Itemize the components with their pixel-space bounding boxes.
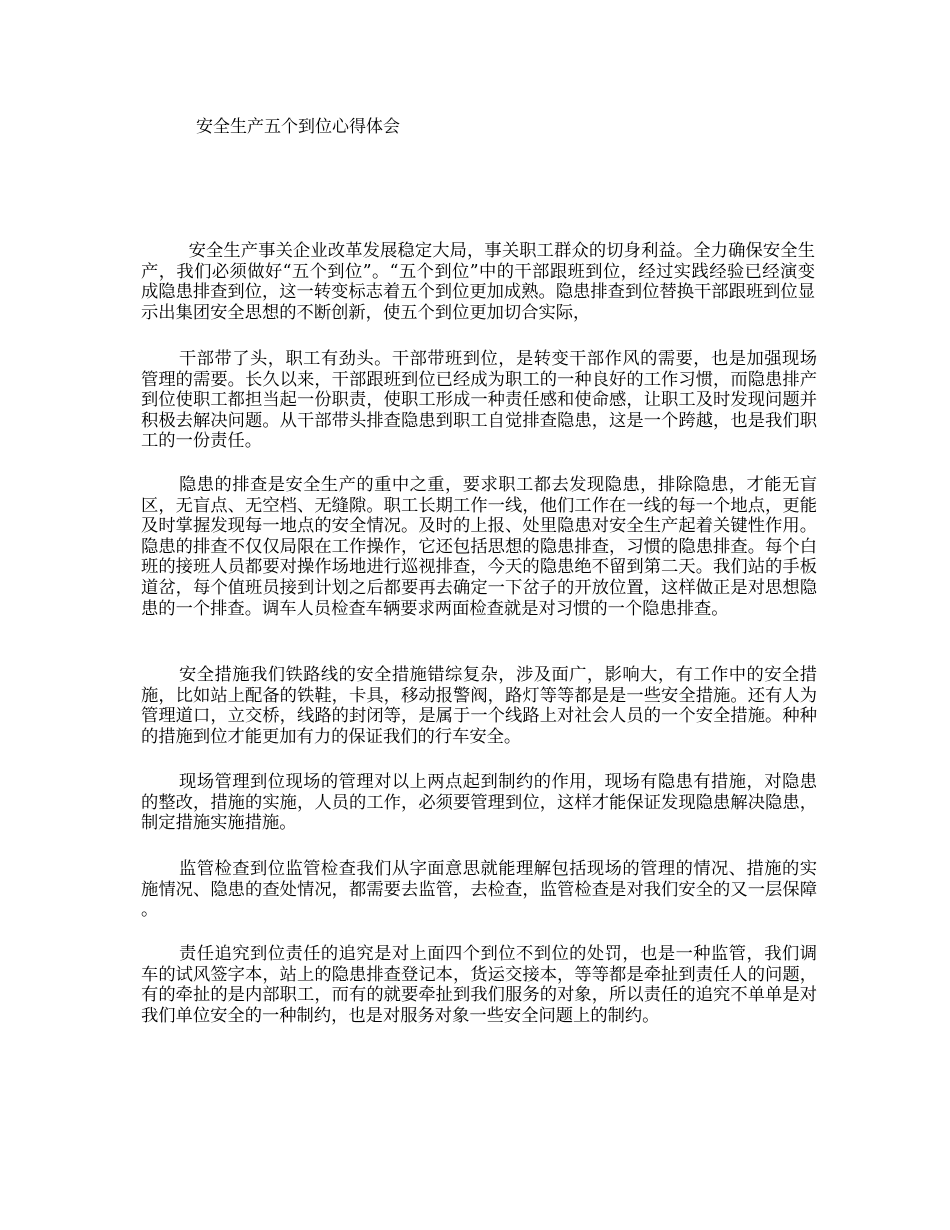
document-title: 安全生产五个到位心得体会 [196, 117, 400, 137]
body-paragraph-cadre-leadership: 干部带了头，职工有劲头。干部带班到位，是转变干部作风的需要，也是加强现场管理的需要。长久以来，干部跟班到位已经成为职工的一种良好的工作习惯，而隐患排产到位使职工都担当起一份职责，使职工形成一种责任感和使命感，让职工及时发现问题并积极去解决问题。从干部带头排查隐患到职工自觉排查隐患，这是一个跨越，也是我们职工的一份责任。 [141, 349, 817, 452]
body-paragraph-intro: 安全生产事关企业改革发展稳定大局，事关职工群众的切身利益。全力确保安全生产，我们必须做好“五个到位”。“五个到位”中的干部跟班到位，经过实践经验已经演变成隐患排查到位，这一转变标志着五个到位更加成熟。隐患排查到位替换干部跟班到位显示出集团安全思想的不断创新，使五个到位更加切合实际， [141, 241, 815, 323]
body-paragraph-accountability: 责任追究到位责任的追究是对上面四个到位不到位的处罚，也是一种监管，我们调车的试风签字本，站上的隐患排查登记本，货运交接本，等等都是牵扯到责任人的问题，有的牵扯的是内部职工，而有的就要牵扯到我们服务的对象，所以责任的追究不单单是对我们单位安全的一种制约，也是对服务对象一些安全问题上的制约。 [141, 944, 817, 1026]
body-paragraph-site-management: 现场管理到位现场的管理对以上两点起到制约的作用，现场有隐患有措施，对隐患的整改，措施的实施，人员的工作，必须要管理到位，这样才能保证发现隐患解决隐患，制定措施实施措施。 [141, 772, 817, 834]
body-paragraph-supervision: 监管检查到位监管检查我们从字面意思就能理解包括现场的管理的情况、措施的实施情况、隐患的查处情况，都需要去监管，去检查，监管检查是对我们安全的又一层保障。 [141, 859, 817, 921]
body-paragraph-safety-measures: 安全措施我们铁路线的安全措施错综复杂，涉及面广，影响大，有工作中的安全措施，比如站上配备的铁鞋，卡具，移动报警阀，路灯等等都是是一些安全措施。还有人为管理道口，立交桥，线路的封闭等，是属于一个线路上对社会人员的一个安全措施。种种的措施到位才能更加有力的保证我们的行车安全。 [141, 665, 817, 747]
body-paragraph-hazard-inspection: 隐患的排查是安全生产的重中之重，要求职工都去发现隐患，排除隐患，才能无盲区，无盲点、无空档、无缝隙。职工长期工作一线，他们工作在一线的每一个地点，更能及时掌握发现每一地点的安全情况。及时的上报、处里隐患对安全生产起着关键性作用。隐患的排查不仅仅局限在工作操作，它还包括思想的隐患排查，习惯的隐患排查。每个白班的接班人员都要对操作场地进行巡视排查，今天的隐患绝不留到第二天。我们站的手板道岔，每个值班员接到计划之后都要再去确定一下岔子的开放位置，这样做正是对思想隐患的一个排查。调车人员检查车辆要求两面检查就是对习惯的一个隐患排查。 [141, 475, 817, 619]
